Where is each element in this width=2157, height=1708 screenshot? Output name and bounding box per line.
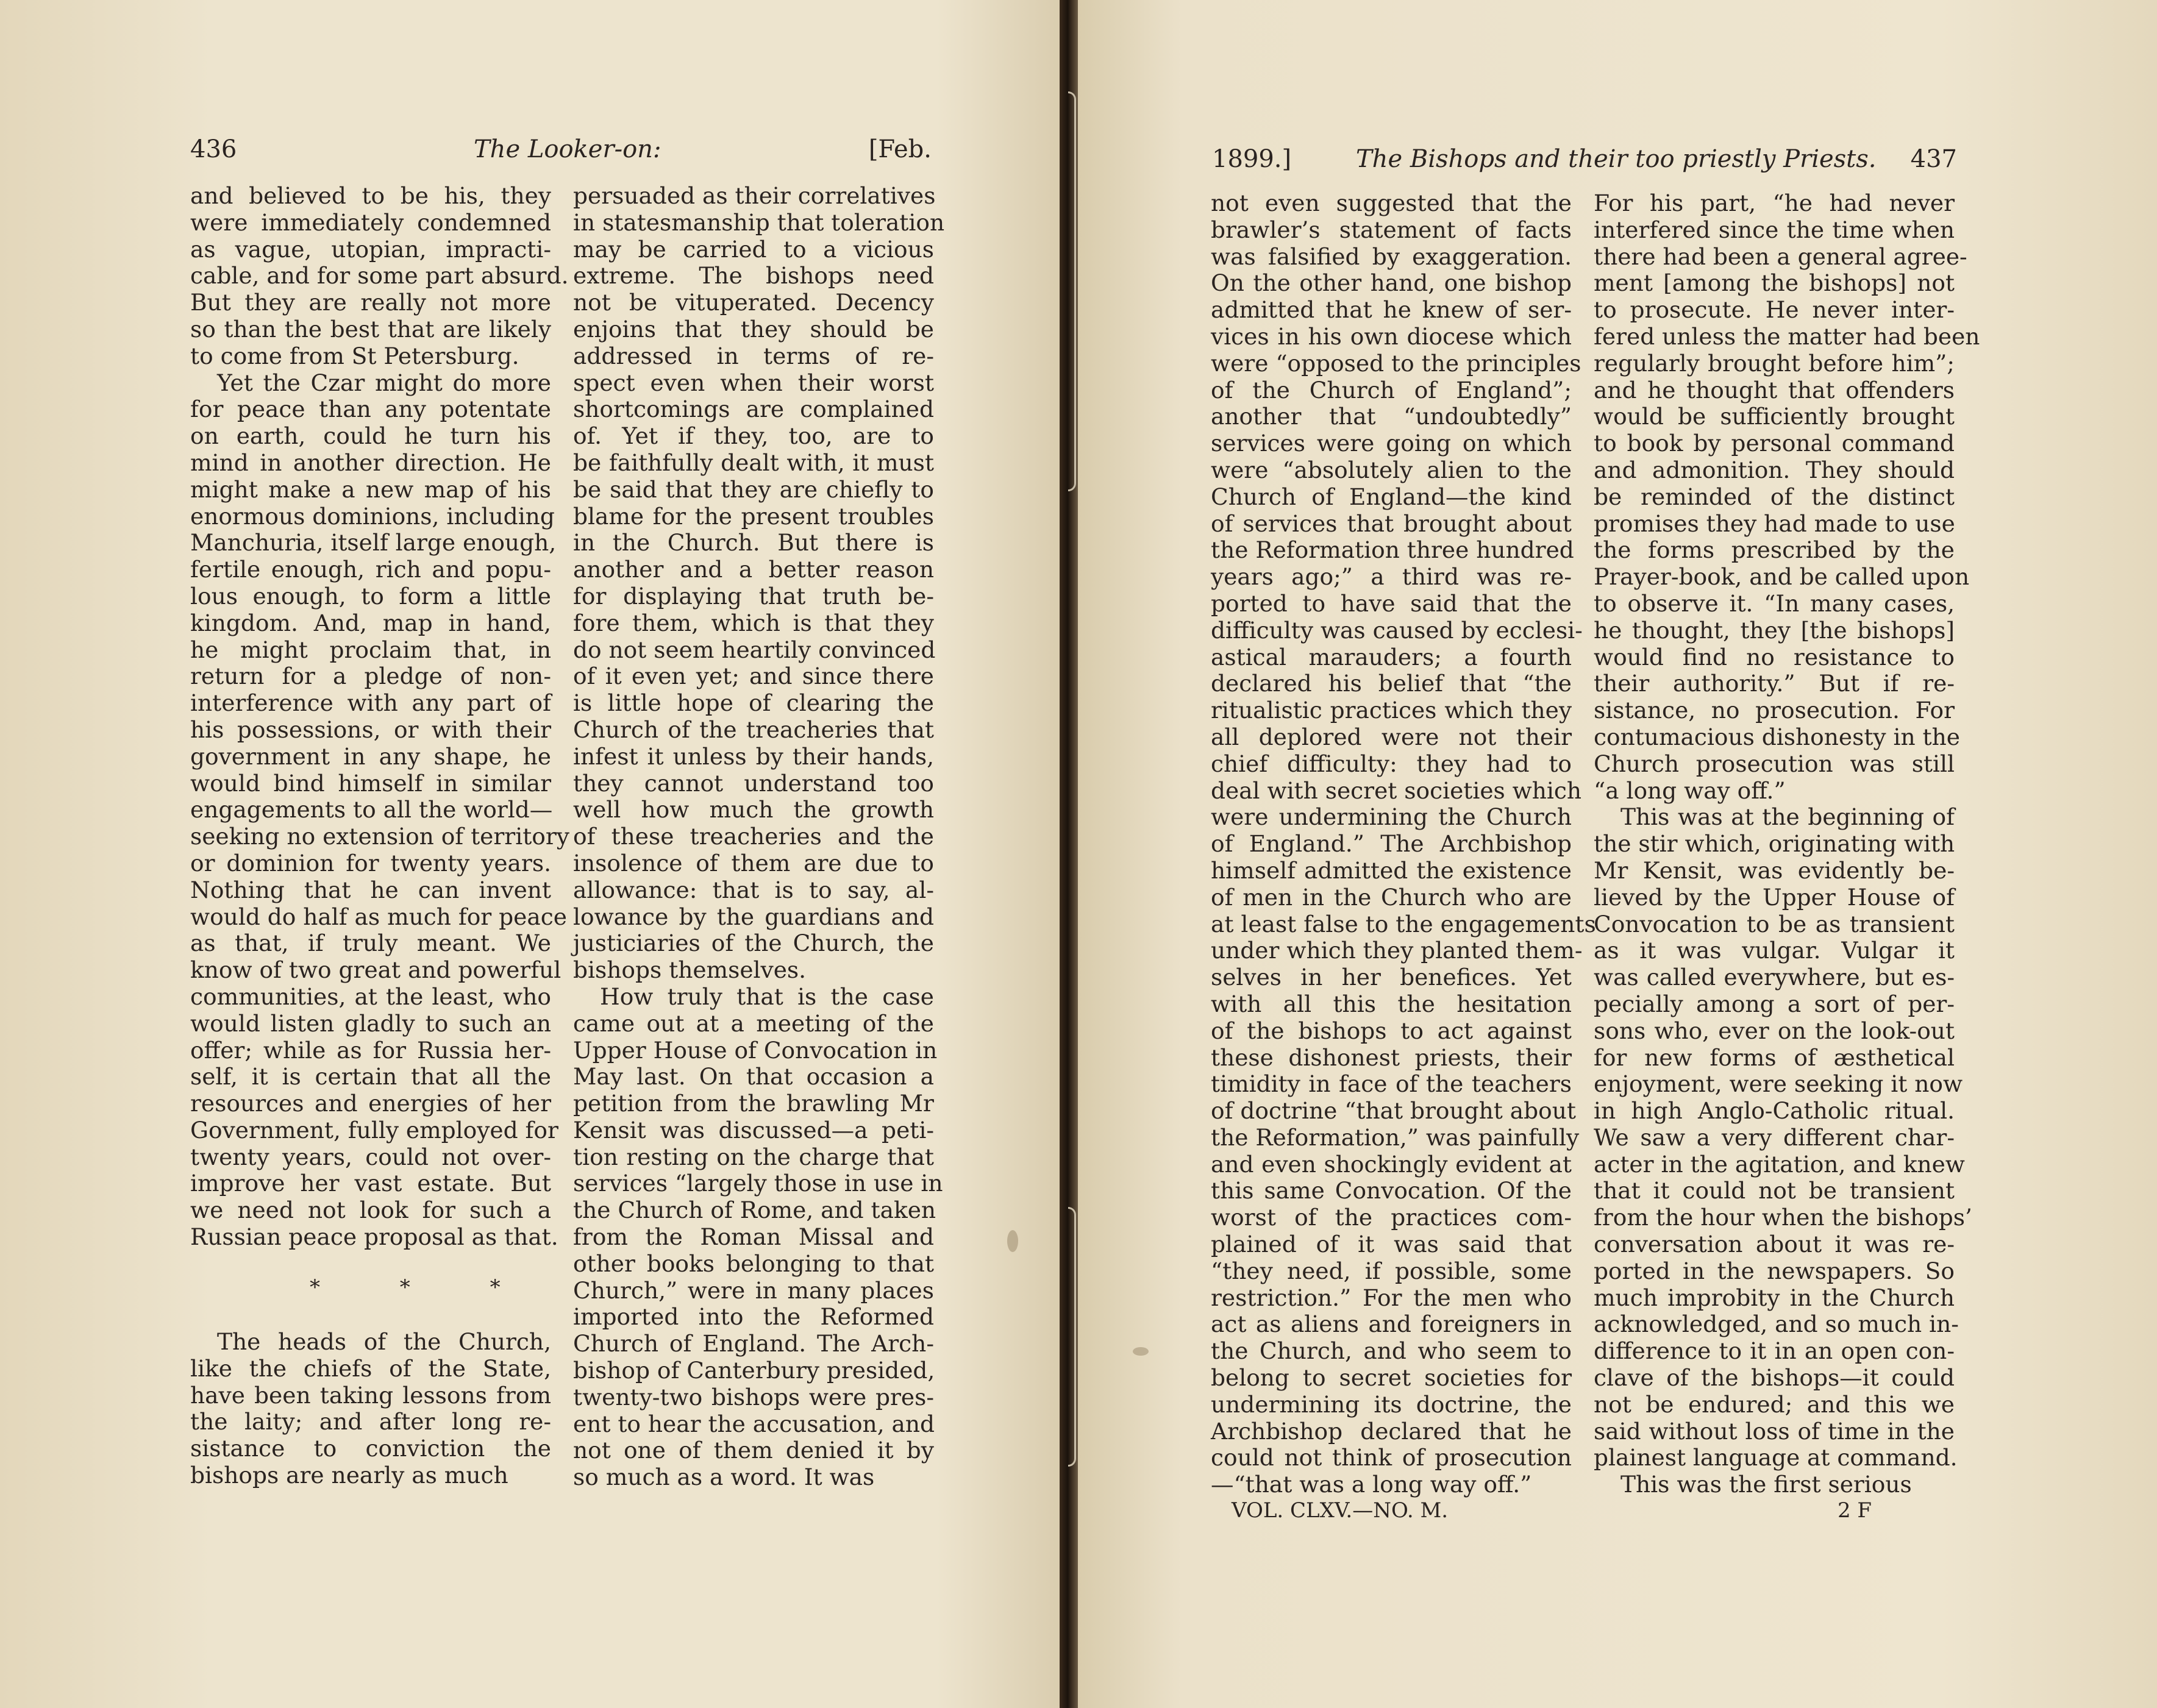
text-line: we need not look for such a [190,1197,551,1224]
text-line: lowance by the guardians and [573,903,934,930]
text-line: Russian peace proposal as that. [190,1223,558,1251]
left-column-1 [190,182,569,1251]
text-line: How truly that is the case [600,983,934,1010]
text-line: like the chiefs of the State, [190,1354,551,1382]
text-line: brawler’s statement of facts [1211,216,1572,243]
text-line: the forms prescribed by the [1594,536,1955,564]
text-line: not be vituperated. Decency [573,289,934,316]
text-line: regularly brought before him”; [1594,349,1955,377]
text-line: he thought, they [the bishops] [1594,616,1955,644]
text-line: would find no resistance to [1594,643,1955,671]
text-line: of doctrine “that brought about [1211,1097,1576,1125]
text-line: or dominion for twenty years. [190,849,551,877]
text-line: not one of them denied it by [573,1437,934,1464]
text-line: clave of the bishops—it could [1594,1364,1955,1392]
text-line: shortcomings are complained [573,396,934,423]
text-line: offer; while as for Russia her- [190,1036,551,1064]
text-line: know of two great and powerful [190,956,562,984]
text-line: so much as a word. It was [573,1464,875,1491]
text-line: came out at a meeting of the [573,1009,934,1037]
text-line: spect even when their worst [573,369,934,396]
text-line: for displaying that truth be- [573,582,934,610]
left-column-1-continued [190,1329,551,1489]
text-line: services were going on which [1211,430,1572,457]
text-line: they cannot understand too [573,769,934,797]
text-line: the laity; and after long re- [190,1408,551,1436]
text-line: the stir which, originating with [1594,830,1955,858]
text-line: might make a new map of his [190,475,551,503]
text-line: of the Church of England”; [1211,376,1572,404]
text-line: But they are really not more [190,289,551,316]
text-line: astical marauders; a fourth [1211,643,1572,671]
text-line: We saw a very different char- [1594,1123,1955,1151]
text-line: act as aliens and foreigners in [1211,1311,1572,1338]
text-line: were “absolutely alien to the [1211,456,1572,483]
text-line: undermining its doctrine, the [1211,1390,1572,1418]
text-line: of. Yet if they, too, are to [573,422,934,450]
right-column-1 [1211,190,1596,1498]
text-line: in high Anglo-Catholic ritual. [1594,1097,1955,1125]
text-line: This was the first serious [1620,1471,1912,1498]
text-line: contumacious dishonesty in the [1594,723,1960,750]
text-line: from the Roman Missal and [573,1223,934,1251]
text-line: restriction.” For the men who [1211,1284,1572,1311]
text-line: ported to have said that the [1211,589,1572,617]
text-line: engagements to all the world— [190,796,553,824]
text-line: Church of England. The Arch- [573,1330,934,1358]
text-line: selves in her benefices. Yet [1211,964,1572,991]
text-line: “they need, if possible, some [1211,1257,1572,1284]
page-number-left: 436 [190,135,237,163]
running-date-right: 1899.] [1212,145,1292,173]
text-line: in the Church. But there is [573,529,934,557]
text-line: to observe it. “In many cases, [1594,589,1955,617]
text-line: Nothing that he can invent [190,876,551,903]
text-line: would bind himself in similar [190,769,551,797]
text-line: fered unless the matter had been [1594,322,1980,350]
text-line: much improbity in the Church [1594,1284,1955,1311]
text-line: of services that brought about [1211,510,1572,537]
text-line: to prosecute. He never inter- [1594,296,1955,324]
text-line: the Church, and who seem to [1211,1337,1572,1365]
text-line: twenty-two bishops were pres- [573,1383,934,1411]
text-line: kingdom. And, map in hand, [190,609,551,636]
text-line: another and a better reason [573,556,934,583]
text-line: improve her vast estate. But [190,1170,551,1197]
text-line: communities, at the least, who [190,983,551,1010]
text-line: acknowledged, and so much in- [1594,1311,1959,1338]
text-line: and even shockingly evident at [1211,1150,1572,1178]
text-line: of it even yet; and since there [573,663,934,690]
text-line: of men in the Church who are [1211,883,1572,911]
text-line: twenty years, could not over- [190,1143,551,1170]
text-line: and admonition. They should [1594,456,1955,483]
text-line: addressed in terms of re- [573,342,934,369]
text-line: Mr Kensit, was evidently be- [1594,856,1955,884]
text-line: well how much the growth [573,796,934,824]
text-line: infest it unless by their hands, [573,742,934,770]
text-line: the Church of Rome, and taken [573,1197,936,1224]
running-header-left [190,135,932,166]
text-line: deal with secret societies which [1211,777,1582,804]
text-line: Convocation to be as transient [1594,910,1955,938]
text-line: so than the best that are likely [190,315,551,343]
text-line: This was at the beginning of [1620,803,1955,831]
text-line: fertile enough, rich and popu- [190,556,551,583]
text-line: would be sufficiently brought [1594,403,1955,430]
text-line: the Reformation,” was painfully [1211,1123,1580,1151]
text-line: “a long way off.” [1594,777,1786,804]
text-line: were “opposed to the principles [1211,349,1581,377]
text-line: there had been a general agree- [1594,243,1967,270]
text-line: timidity in face of the teachers [1211,1070,1572,1098]
text-line: enormous dominions, including [190,502,555,530]
text-line: self, it is certain that all the [190,1063,551,1091]
text-line: another that “undoubtedly” [1211,403,1572,430]
text-line: to book by personal command [1594,430,1955,457]
text-line: have been taking lessons from [190,1381,551,1409]
text-line: bishops themselves. [573,956,807,984]
text-line: government in any shape, he [190,742,551,770]
text-line: promises they had made to use [1594,510,1955,537]
text-line: may be carried to a vicious [573,235,934,263]
text-line: pecially among a sort of per- [1594,990,1955,1017]
text-line: ent to hear the accusation, and [573,1410,935,1437]
text-line: that it could not be transient [1594,1177,1955,1204]
text-line: mind in another direction. He [190,449,551,476]
text-line: —“that was a long way off.” [1211,1471,1532,1498]
signature-mark: 2 F [1837,1498,1872,1523]
text-line: conversation about it was re- [1594,1231,1955,1258]
text-line: and believed to be his, they [190,182,551,209]
text-line: On the other hand, one bishop [1211,269,1572,297]
text-line: all deplored were not their [1211,723,1572,750]
text-line: fore them, which is that they [573,609,934,636]
text-line: on earth, could he turn his [190,422,551,450]
text-line: could not think of prosecution [1211,1444,1572,1471]
text-line: this same Convocation. Of the [1211,1177,1572,1204]
text-line: as that, if truly meant. We [190,930,551,957]
text-line: lous enough, to form a little [190,582,551,610]
text-line: blame for the present troubles [573,502,934,530]
text-line: Archbishop declared that he [1211,1417,1572,1445]
text-line: sistance, no prosecution. For [1594,697,1955,724]
text-line: were immediately condemned [190,208,551,236]
page-blemish [1007,1230,1018,1252]
running-title-right: The Bishops and their too priestly Priests. [1356,145,1877,173]
text-line: for new forms of æsthetical [1594,1044,1955,1071]
text-line: seeking no extension of territory [190,823,569,850]
text-line: as vague, utopian, impracti- [190,235,551,263]
text-line: as it was vulgar. Vulgar it [1594,937,1955,964]
text-line: from the hour when the bishops’ [1594,1204,1972,1231]
text-line: For his part, “he had never [1594,190,1955,216]
text-line: justiciaries of the Church, the [573,930,934,957]
text-line: of England.” The Archbishop [1211,830,1572,858]
right-column-2 [1594,190,1980,1498]
text-line: bishops are nearly as much [190,1461,508,1489]
text-line: worst of the practices com- [1211,1204,1572,1231]
text-line: said without loss of time in the [1594,1417,1955,1445]
text-line: allowance: that is to say, al- [573,876,934,903]
text-line: these dishonest priests, their [1211,1044,1572,1071]
text-line: persuaded as their correlatives [573,182,936,209]
section-separator: * * * [310,1275,537,1300]
text-line: Prayer-book, and be called upon [1594,563,1970,591]
text-line: other books belonging to that [573,1250,934,1277]
text-line: ment [among the bishops] not [1594,269,1955,297]
text-line: of these treacheries and the [573,823,934,850]
text-line: Manchuria, itself large enough, [190,529,557,557]
text-line: the Reformation three hundred [1211,536,1574,564]
text-line: his possessions, or with their [190,716,551,743]
running-header-right [1212,145,1957,176]
text-line: be faithfully dealt with, it must [573,449,934,476]
running-title-left: The Looker-on: [474,135,661,163]
text-line: for peace than any potentate [190,396,551,423]
text-line: lieved by the Upper House of [1594,883,1955,911]
text-line: belong to secret societies for [1211,1364,1572,1392]
text-line: acter in the agitation, and knew [1594,1150,1965,1178]
signature-line [1232,1498,1872,1525]
text-line: petition from the brawling Mr [573,1090,934,1117]
text-line: under which they planted them- [1211,937,1583,964]
text-line: Church prosecution was still [1594,750,1955,777]
running-date-left: [Feb. [868,135,932,163]
text-line: imported into the Reformed [573,1303,934,1331]
text-line: and he thought that offenders [1594,376,1955,404]
text-line: interference with any part of [190,689,551,717]
text-line: interfered since the time when [1594,216,1955,243]
text-line: difference to it in an open con- [1594,1337,1955,1365]
left-column-2 [573,182,945,1491]
text-line: to come from St Petersburg. [190,342,519,369]
text-line: sons who, ever on the look-out [1594,1017,1955,1044]
text-line: plainest language at command. [1594,1444,1958,1471]
text-line: plained of it was said that [1211,1231,1572,1258]
text-line: ported in the newspapers. So [1594,1257,1955,1284]
text-line: Government, fully employed for [190,1116,558,1144]
text-line: were undermining the Church [1211,803,1572,831]
text-line: at least false to the engagements [1211,910,1596,938]
text-line: was falsified by exaggeration. [1211,243,1572,270]
text-line: bishop of Canterbury presided, [573,1357,935,1384]
text-line: Church of England—the kind [1211,483,1572,510]
text-line: The heads of the Church, [217,1328,551,1355]
binding-thread [1068,1207,1076,1467]
text-line: be said that they are chiefly to [573,475,934,503]
text-line: enjoins that they should be [573,315,934,343]
text-line: Yet the Czar might do more [217,369,551,396]
text-line: Church,” were in many places [573,1276,934,1304]
text-line: is little hope of clearing the [573,689,934,717]
text-line: their authority.” But if re- [1594,670,1955,697]
text-line: Kensit was discussed—a peti- [573,1116,934,1144]
text-line: years ago;” a third was re- [1211,563,1572,591]
text-line: difficulty was caused by ecclesi- [1211,616,1583,644]
page-number-right: 437 [1910,145,1957,173]
text-line: vices in his own diocese which [1211,322,1572,350]
text-line: Upper House of Convocation in [573,1036,938,1064]
text-line: would listen gladly to such an [190,1009,551,1037]
text-line: be reminded of the distinct [1594,483,1955,510]
volume-number: VOL. CLXV.—NO. M. [1232,1498,1449,1523]
text-line: extreme. The bishops need [573,262,934,290]
text-line: services “largely those in use in [573,1170,943,1197]
text-line: return for a pledge of non- [190,663,551,690]
text-line: not be endured; and this we [1594,1390,1955,1418]
text-line: enjoyment, were seeking it now [1594,1070,1963,1098]
text-line: in statesmanship that toleration [573,208,945,236]
text-line: resources and energies of her [190,1090,551,1117]
text-line: insolence of them are due to [573,849,934,877]
text-line: May last. On that occasion a [573,1063,934,1091]
text-line: sistance to conviction the [190,1435,551,1462]
text-line: himself admitted the existence [1211,856,1572,884]
text-line: do not seem heartily convinced [573,636,936,663]
text-line: with all this the hesitation [1211,990,1572,1017]
text-line: would do half as much for peace [190,903,567,930]
text-line: declared his belief that “the [1211,670,1572,697]
text-line: not even suggested that the [1211,190,1572,216]
text-line: Church of the treacheries that [573,716,934,743]
text-line: he might proclaim that, in [190,636,551,663]
text-line: chief difficulty: they had to [1211,750,1572,777]
text-line: admitted that he knew of ser- [1211,296,1572,324]
text-line: cable, and for some part absurd. [190,262,569,290]
page-blemish [1133,1347,1149,1356]
text-line: of the bishops to act against [1211,1017,1572,1044]
text-line: tion resting on the charge that [573,1143,934,1170]
text-line: was called everywhere, but es- [1594,964,1955,991]
binding-thread [1068,91,1076,491]
text-line: ritualistic practices which they [1211,697,1572,724]
